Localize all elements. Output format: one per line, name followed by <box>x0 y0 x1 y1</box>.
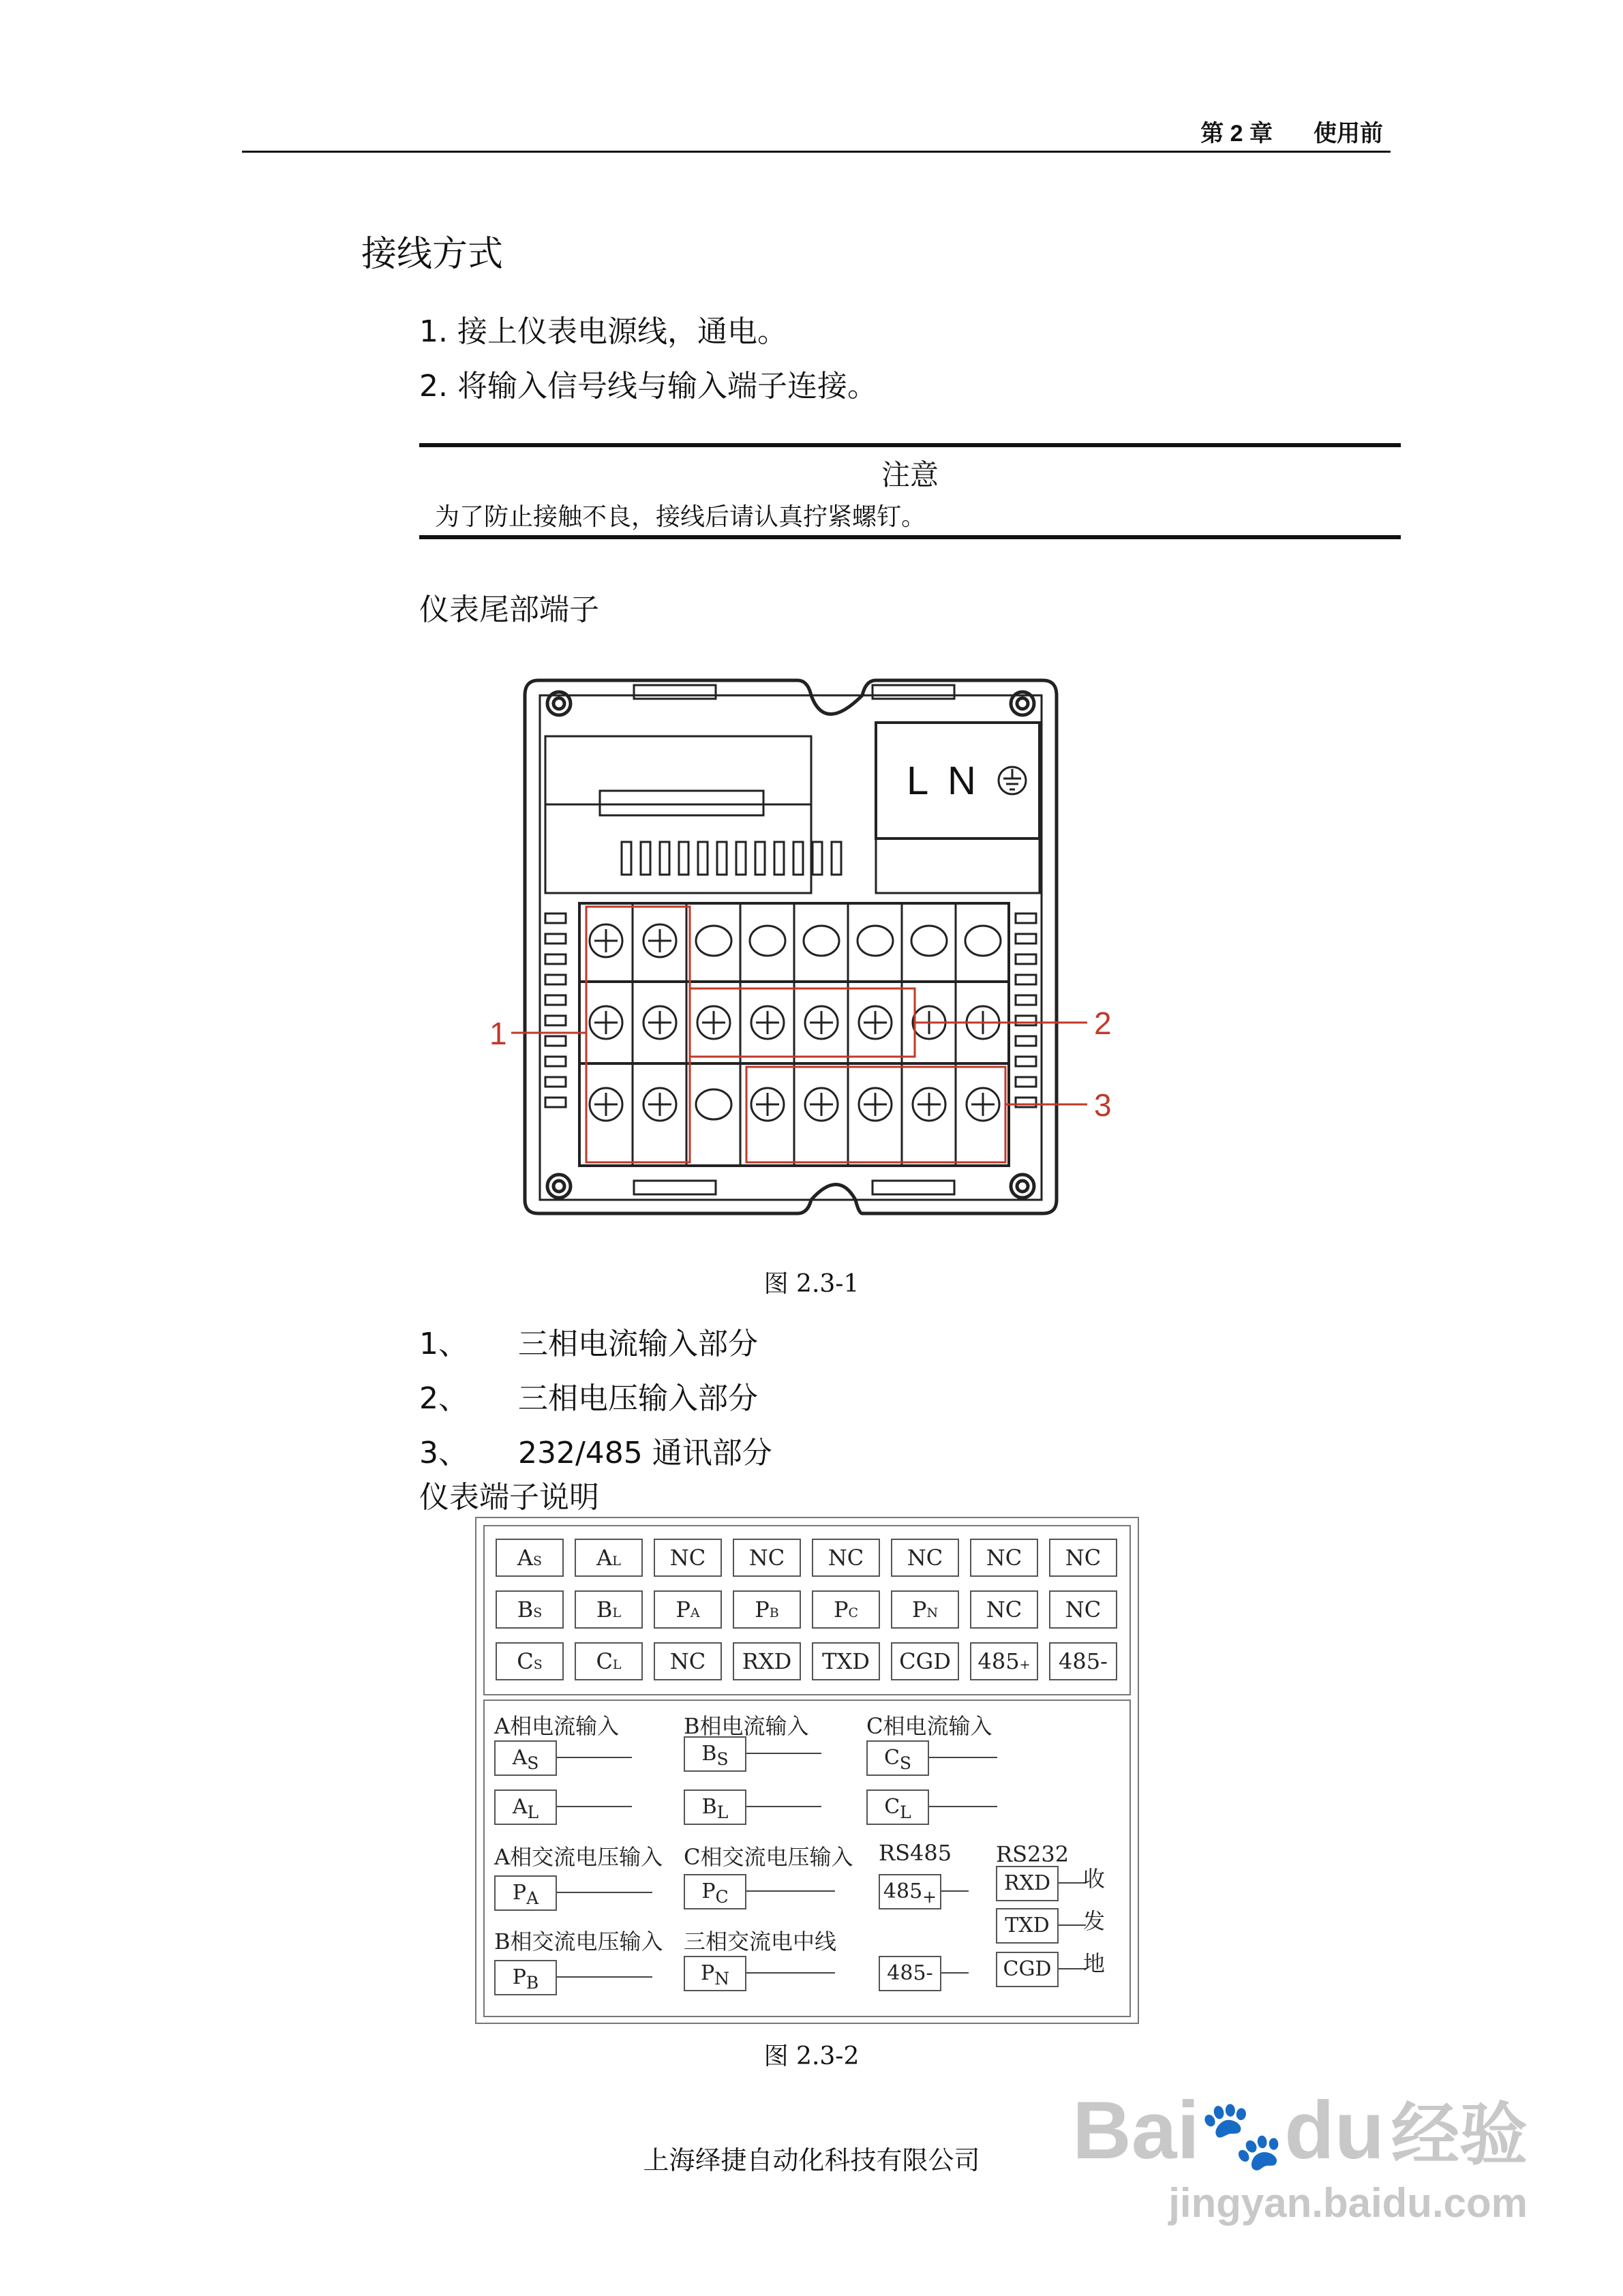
callout-3: 3 <box>1094 1087 1112 1123</box>
legend-rs485: RS485 <box>879 1840 952 1866</box>
legend-box-bs: $B_S$ <box>684 1736 746 1772</box>
legend-box-cl: $C_L$ <box>866 1789 929 1825</box>
legend-box-cs: $C_S$ <box>866 1740 929 1776</box>
legend-box-pc: $P_C$ <box>684 1874 746 1909</box>
legend-box-al: $A_L$ <box>494 1789 557 1825</box>
legend-box-rxd: RXD <box>996 1866 1059 1901</box>
terminal-nc: NC <box>1049 1590 1117 1629</box>
subheading-terminal-desc: 仪表端子说明 <box>419 1480 599 1515</box>
section-label: 使用前 <box>1314 121 1383 147</box>
part-2-text: 三相电压输入部分 <box>518 1381 758 1416</box>
terminal-cs: CS <box>496 1642 564 1680</box>
legend-box-485-minus: 485- <box>879 1956 941 1991</box>
terminal-485-plus: 485+ <box>970 1642 1038 1680</box>
legend-ground: 地 <box>1083 1950 1106 1976</box>
step-1: 1. 接上仪表电源线，通电。 <box>419 314 787 349</box>
legend-box-as: $A_S$ <box>494 1740 557 1776</box>
figure1-caption: 图 2.3-1 <box>763 1270 860 1298</box>
terminal-nc: NC <box>654 1642 722 1680</box>
part-3-num: 3、 <box>419 1436 468 1470</box>
callout-2: 2 <box>1094 1006 1112 1041</box>
legend-box-485-plus: $485_+$ <box>879 1874 941 1909</box>
terminal-nc: NC <box>970 1590 1038 1629</box>
baidu-watermark <box>1072 2086 1528 2226</box>
legend-b-voltage: B相交流电压输入 <box>494 1929 663 1954</box>
terminal-pa: PA <box>654 1590 722 1629</box>
legend-line <box>557 1892 652 1893</box>
legend-line <box>941 1972 969 1974</box>
highlight-current-input <box>586 907 690 1162</box>
terminal-pn: PN <box>891 1590 959 1629</box>
terminal-bl: BL <box>575 1590 643 1629</box>
paw-icon: 🐾 <box>1199 2097 1285 2173</box>
legend-line <box>1059 1968 1086 1969</box>
legend-box-bl: $B_L$ <box>684 1789 746 1825</box>
power-label-l: L <box>907 759 929 803</box>
terminal-pc: PC <box>812 1590 880 1629</box>
legend-line <box>746 1753 821 1754</box>
legend-line <box>557 1806 632 1807</box>
power-label-n: N <box>947 759 976 803</box>
terminal-nc: NC <box>970 1539 1038 1577</box>
legend-c-current: C相电流输入 <box>866 1713 992 1739</box>
legend-box-pn: $P_N$ <box>684 1956 746 1991</box>
rear-terminal-diagram <box>477 668 1145 1227</box>
part-1-num: 1、 <box>419 1327 468 1361</box>
legend-line <box>929 1806 997 1807</box>
legend-a-current: A相电流输入 <box>494 1713 620 1739</box>
legend-box-pb: $P_B$ <box>494 1960 557 1995</box>
legend-recv: 收 <box>1083 1866 1106 1892</box>
terminal-pb: PB <box>733 1590 801 1629</box>
terminal-nc: NC <box>891 1539 959 1577</box>
legend-rs232: RS232 <box>996 1841 1070 1867</box>
legend-box-pa: $P_A$ <box>494 1875 557 1911</box>
legend-line <box>1059 1882 1086 1884</box>
watermark-brand: Bai <box>1072 2085 1200 2176</box>
part-2-num: 2、 <box>419 1381 468 1416</box>
section-heading: 接线方式 <box>361 234 504 275</box>
part-1-text: 三相电流输入部分 <box>518 1327 758 1361</box>
step-2: 2. 将输入信号线与输入端子连接。 <box>419 369 877 404</box>
watermark-brand-2: du <box>1284 2085 1384 2176</box>
figure2-caption: 图 2.3-2 <box>763 2042 860 2070</box>
page-header <box>1159 115 1383 148</box>
header-rule <box>242 151 1391 153</box>
watermark-url: jingyan.baidu.com <box>1168 2180 1528 2226</box>
note-rule-top <box>419 443 1401 447</box>
watermark-brand-3: 经验 <box>1391 2097 1528 2173</box>
legend-line <box>746 1972 835 1974</box>
note-rule-bottom <box>419 535 1401 539</box>
terminal-nc: NC <box>733 1539 801 1577</box>
legend-line <box>557 1757 632 1758</box>
legend-box-txd: TXD <box>996 1908 1059 1944</box>
callout-1: 1 <box>489 1016 507 1051</box>
terminal-nc: NC <box>654 1539 722 1577</box>
legend-c-voltage: C相交流电压输入 <box>684 1844 853 1870</box>
terminal-nc: NC <box>1049 1539 1117 1577</box>
legend-b-current: B相电流输入 <box>684 1713 809 1739</box>
terminal-description-figure <box>475 1517 1139 2024</box>
legend-line <box>929 1757 997 1758</box>
legend-line <box>941 1890 969 1892</box>
terminal-legend <box>483 1700 1131 2017</box>
legend-line <box>557 1976 652 1978</box>
terminal-txd: TXD <box>812 1642 880 1680</box>
legend-neutral: 三相交流电中线 <box>684 1929 837 1954</box>
terminal-cl: CL <box>575 1642 643 1680</box>
legend-line <box>746 1806 821 1807</box>
terminal-bs: BS <box>496 1590 564 1629</box>
terminal-rxd: RXD <box>733 1642 801 1680</box>
terminal-al: AL <box>575 1539 643 1577</box>
legend-line <box>746 1890 835 1892</box>
legend-a-voltage: A相交流电压输入 <box>494 1844 663 1870</box>
legend-line <box>1059 1924 1086 1926</box>
terminal-cgd: CGD <box>891 1642 959 1680</box>
terminal-as: AS <box>496 1539 564 1577</box>
terminal-485-minus: 485- <box>1049 1642 1117 1680</box>
chapter-label: 第 2 章 <box>1200 121 1273 147</box>
subheading-rear-terminals: 仪表尾部端子 <box>419 592 599 627</box>
page-footer: 上海绎捷自动化科技有限公司 <box>643 2145 980 2175</box>
terminal-grid <box>483 1525 1131 1695</box>
terminal-nc: NC <box>812 1539 880 1577</box>
part-3-text: 232/485 通讯部分 <box>518 1436 772 1470</box>
note-title: 注意 <box>881 458 939 492</box>
legend-send: 发 <box>1083 1908 1106 1934</box>
note-text: 为了防止接触不良，接线后请认真拧紧螺钉。 <box>435 503 926 531</box>
legend-box-cgd: CGD <box>996 1952 1059 1987</box>
